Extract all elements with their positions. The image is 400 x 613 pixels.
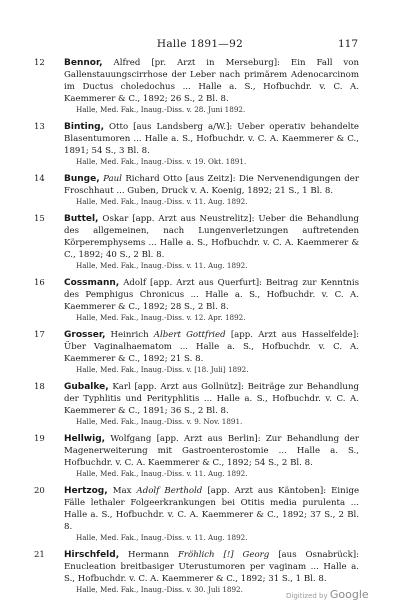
- watermark-brand: Google: [329, 588, 369, 601]
- author-given-name: Adolf: [123, 278, 147, 288]
- citation-text: [app. Arzt aus Hasselfelde]: Über Vaginalhaematom ... Halle a. S., Hofbuchdr. v. C. A. Kaemmerer & C., 1892; 21 S. 8.: [64, 330, 360, 364]
- entry-citation: [64, 485, 359, 533]
- list-item: [0, 277, 400, 323]
- entry-number: 19: [34, 434, 45, 444]
- running-title: Halle 1891—92: [156, 38, 244, 50]
- author-given-name-italic: Paul: [103, 174, 122, 184]
- entry-number: 12: [34, 58, 45, 68]
- author-given-name: Heinrich: [110, 330, 149, 340]
- citation-text: [aus Landsberg a/W.]: Ueber operativ behandelte Blasentumoren ... Halle a. S., Hofbuchdr. v. C. A. Kaemmerer & C., 1891; 54 S., 3 Bl. 8.: [64, 122, 359, 156]
- author-surname: Cossmann,: [64, 278, 120, 288]
- entry-number: 16: [34, 278, 45, 288]
- citation-text: [app. Arzt aus Berlin]: Zur Behandlung der Magenerweiterung mit Gastroenterostomie ... Halle a. S., Hofbuchdr. v. C. A. Kaemmerer & C., 1892; 54 S., 2 Bl. 8.: [64, 434, 360, 468]
- author-surname: Hirschfeld,: [64, 550, 120, 560]
- entry-number: 17: [34, 330, 45, 340]
- entry-citation: [64, 121, 359, 157]
- author-surname: Bunge,: [64, 174, 100, 184]
- author-given-name-italic: Adolf Berthold: [136, 486, 203, 496]
- dissertation-note: Halle, Med. Fak., Inaug.-Diss. v. 19. Okt. 1891.: [76, 157, 247, 166]
- entry-list: [0, 57, 400, 601]
- list-item: [0, 213, 400, 271]
- author-surname: Grosser,: [64, 330, 106, 340]
- dissertation-note: Halle, Med. Fak., Inaug.-Diss. v. 9. Nov. 1891.: [76, 417, 243, 426]
- author-given-name: Hermann: [128, 550, 170, 560]
- entry-citation: [64, 57, 359, 105]
- author-surname: Hertzog,: [64, 486, 108, 496]
- author-given-name-italic: Albert Gottfried: [153, 330, 226, 340]
- citation-text: [app. Arzt aus Neustrelitz]: Ueber die Behandlung des allgemeinen, nach Lungenverletzungen auftretenden Körperemphysems ... Halle a. S., Hofbuchdr. v. C. A. Kaemmerer & C., 1892; 40 S., 2 Bl. 8.: [64, 214, 359, 260]
- entry-citation: [64, 549, 359, 585]
- entry-number: 18: [34, 382, 45, 392]
- dissertation-note: Halle, Med. Fak., Inaug.-Diss. v. 30. Juli 1892.: [76, 585, 243, 594]
- author-surname: Hellwig,: [64, 434, 106, 444]
- list-item: [0, 433, 400, 479]
- entry-citation: [64, 381, 359, 417]
- author-surname: Binting,: [64, 122, 105, 132]
- dissertation-note: Halle, Med. Fak., Inaug.-Diss. v. 11. Aug. 1892.: [76, 469, 248, 478]
- dissertation-note: Halle, Med. Fak., Inaug.-Diss. v. 28. Juni 1892.: [76, 105, 246, 114]
- author-given-name: Karl: [112, 382, 131, 392]
- page-header: [0, 38, 400, 52]
- list-item: [0, 121, 400, 167]
- entry-citation: [64, 213, 359, 261]
- author-given-name: Oskar: [102, 214, 129, 224]
- list-item: [0, 173, 400, 207]
- entry-number: 20: [34, 486, 45, 496]
- author-given-name: Max: [112, 486, 132, 496]
- citation-text: [aus Osnabrück]: Enucleation breitbasiger Uterustumoren per vaginam ... Halle a. S., Hofbuchdr. v. C. A. Kaemmerer & C., 1892; 31 S., 1 Bl. 8.: [64, 550, 360, 584]
- entry-number: 21: [34, 550, 45, 560]
- citation-text: [app. Arzt aus Querfurt]: Beitrag zur Kenntnis des Pemphigus Chronicus ... Halle a. S., Hofbuchdr. v. C. A. Kaemmerer & C., 1892; 28 S., 2 Bl. 8.: [64, 278, 359, 312]
- page-number: 117: [337, 38, 358, 50]
- dissertation-note: Halle, Med. Fak., Inaug.-Diss. v. 12. Apr. 1892.: [76, 313, 246, 322]
- author-given-name: Otto: [109, 122, 129, 132]
- dissertation-note: Halle, Med. Fak., Inaug.-Diss. v. 11. Aug. 1892.: [76, 533, 248, 542]
- citation-text: [aus Zeitz]: Die Nervenendigungen der Froschhaut ... Guben, Druck v. A. Koenig, 1892; 21 S., 1 Bl. 8.: [64, 174, 359, 196]
- author-given-name-rest: Richard Otto: [125, 174, 183, 184]
- author-surname: Bennor,: [64, 58, 103, 68]
- digitized-watermark: [286, 588, 369, 601]
- entry-citation: [64, 277, 359, 313]
- entry-citation: [64, 173, 359, 197]
- entry-number: 14: [34, 174, 45, 184]
- dissertation-note: Halle, Med. Fak., Inaug.-Diss. v. [18. Juli] 1892.: [76, 365, 249, 374]
- citation-text: [app. Arzt aus Käntoben]: Einige Fälle lethaler Folgeerkrankungen bei Otitis media purulenta ... Halle a. S., Hofbuchdr. v. C. A. Kaemmerer & C., 1892; 37 S., 2 Bl. 8.: [64, 486, 360, 532]
- entry-citation: [64, 329, 359, 365]
- author-surname: Gubalke,: [64, 382, 109, 392]
- author-given-name: Alfred: [113, 58, 141, 68]
- author-given-name-italic: Fröhlich [!] Georg: [177, 550, 270, 560]
- citation-text: [app. Arzt aus Gollnütz]: Beiträge zur Behandlung der Typhlitis und Perityphlitis ... Halle a. S., Hofbuchdr. v. C. A. Kaemmerer & C., 1891; 36 S., 2 Bl. 8.: [64, 382, 359, 416]
- dissertation-note: Halle, Med. Fak., Inaug.-Diss. v. 11. Aug. 1892.: [76, 261, 248, 270]
- entry-citation: [64, 433, 359, 469]
- list-item: [0, 57, 400, 115]
- author-given-name: Wolfgang: [110, 434, 152, 444]
- list-item: [0, 329, 400, 375]
- list-item: [0, 381, 400, 427]
- entry-number: 15: [34, 214, 45, 224]
- entry-number: 13: [34, 122, 45, 132]
- dissertation-note: Halle, Med. Fak., Inaug.-Diss. v. 11. Aug. 1892.: [76, 197, 248, 206]
- watermark-prefix: Digitized by: [286, 592, 328, 600]
- list-item: [0, 485, 400, 543]
- citation-text: [pr. Arzt in Merseburg]: Ein Fall von Gallenstauungscirrhose der Leber nach primärem Adenocarcinom im Ductus choledochus ... Halle a. S., Hofbuchdr. v. C. A. Kaemmerer & C., 1892; 26 S., 2 Bl. 8.: [64, 58, 359, 104]
- author-surname: Buttel,: [64, 214, 99, 224]
